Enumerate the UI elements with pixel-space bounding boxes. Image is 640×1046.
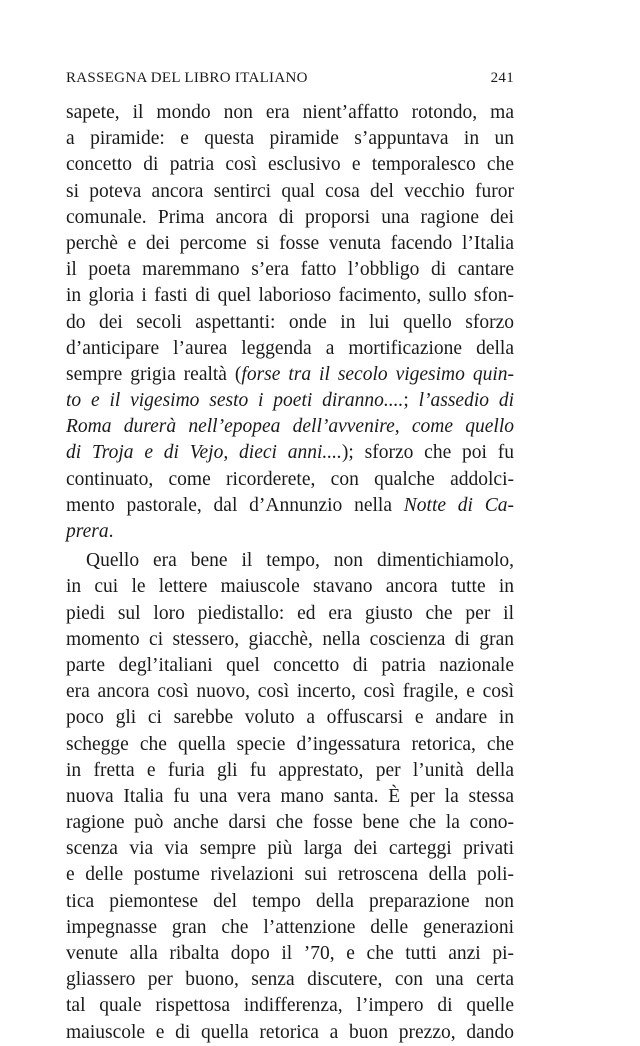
italic-run: forse tra il secolo vigesimo quin- [241,363,514,385]
text-line [66,493,514,519]
italic-run: Roma durerà nell’epopea dell’avvenire, come quello [66,416,514,438]
text-line [66,467,514,493]
text-line [66,967,514,993]
text-line [66,941,514,967]
text-run: momento ci stessero, giacchè, nella coscienza di gran [66,628,514,650]
text-line [66,732,514,758]
text-line [66,915,514,941]
text-run: d’anticipare l’aurea leggenda a mortificazione della [66,337,514,359]
text-line [66,705,514,731]
text-line [66,257,514,283]
text-line [66,810,514,836]
text-run: perchè e dei percome si fosse venuta facendo l’Italia [66,232,514,254]
italic-run: l’assedio di [418,390,514,412]
text-line [66,414,514,440]
paragraph [66,548,514,1046]
text-run: si poteva ancora sentirci qual cosa del vecchio furor [66,180,514,202]
text-run: ; [403,390,419,412]
italic-run: di Troja e di Vejo, dieci anni.... [66,442,342,464]
text-line [66,440,514,466]
running-head [66,70,514,92]
italic-run: Notte di Ca- [403,494,514,516]
text-run: do dei secoli aspettanti: onde in lui quello sforzo [66,311,514,333]
text-run: e delle postume rivelazioni sui retroscena della poli- [66,864,514,886]
text-line [66,231,514,257]
paragraph [66,100,514,545]
text-line [66,993,514,1019]
text-line [66,679,514,705]
text-run: impegnasse gran che l’attenzione delle generazioni [66,916,514,938]
text-run: Quello era bene il tempo, non dimentichiamolo, [86,550,514,572]
text-run: in gloria i fasti di quel laborioso facimento, sullo sfon- [66,285,514,307]
text-run: schegge che quella specie d’ingessatura retorica, che [66,733,514,755]
text-line [66,152,514,178]
page-number: 241 [490,70,514,86]
text-run: nuova Italia fu una vera mano santa. È per la stessa [66,785,514,807]
text-run: a piramide: e questa piramide s’appuntava in un [66,128,514,150]
text-line [66,653,514,679]
text-run: scenza via via sempre più larga dei carteggi privati [66,838,514,860]
text-run: venute alla ribalta dopo il ’70, e che tutti anzi pi- [66,943,514,964]
text-line [66,100,514,126]
text-run: . [108,521,114,542]
text-run: parte degl’italiani quel concetto di patria nazionale [66,654,514,676]
text-run: in fretta e furia gli fu apprestato, per l’unità della [66,759,514,781]
italic-run: prera [66,521,109,542]
text-run: sempre grigia realtà ( [66,363,242,385]
text-line [66,574,514,600]
running-title: RASSEGNA DEL LIBRO ITALIANO [66,70,308,86]
text-line [66,627,514,653]
text-line [66,310,514,336]
text-run: era ancora così nuovo, così incerto, così fragile, e così [66,681,514,703]
italic-run: to e il vigesimo sesto i poeti diranno.... [66,390,404,412]
text-run: in cui le lettere maiuscole stavano ancora tutte in [66,576,514,598]
text-line [66,758,514,784]
text-line [66,836,514,862]
text-line [66,1020,514,1046]
text-line [66,601,514,627]
text-run: ragione può anche darsi che fosse bene che la cono- [66,812,514,834]
text-line [66,179,514,205]
text-run: piedi sul loro piedistallo: ed era giusto che per il [66,602,514,624]
text-line [66,205,514,231]
text-line [66,388,514,414]
text-run: maiuscole e di quella retorica a buon prezzo, dando [66,1021,514,1043]
text-line [66,283,514,309]
text-run: tica piemontese del tempo della preparazione non [66,890,514,912]
text-run: ); sforzo che poi fu [341,442,514,464]
text-run: concetto di patria così esclusivo e temporalesco che [66,154,514,176]
text-line [66,862,514,888]
text-line [66,336,514,362]
text-run: mento pastorale, dal d’Annunzio nella [66,494,404,516]
text-run: il poeta maremmano s’era fatto l’obbligo di cantare [66,259,514,281]
text-run: continuato, come ricorderete, con qualche addolci- [66,468,514,490]
text-line [66,548,514,574]
text-run: tal quale rispettosa indifferenza, l’impero di quelle [66,995,514,1017]
text-run: gliassero per buono, senza discutere, con una certa [66,969,514,991]
text-run: sapete, il mondo non era nient’affatto rotondo, ma [66,102,514,123]
text-run: poco gli ci sarebbe voluto a offuscarsi e andare in [66,707,514,729]
text-line [66,362,514,388]
text-line [66,519,514,545]
body-text [66,100,514,1046]
text-run: comunale. Prima ancora di proporsi una ragione dei [66,206,514,228]
text-line [66,784,514,810]
text-line [66,126,514,152]
text-line [66,889,514,915]
